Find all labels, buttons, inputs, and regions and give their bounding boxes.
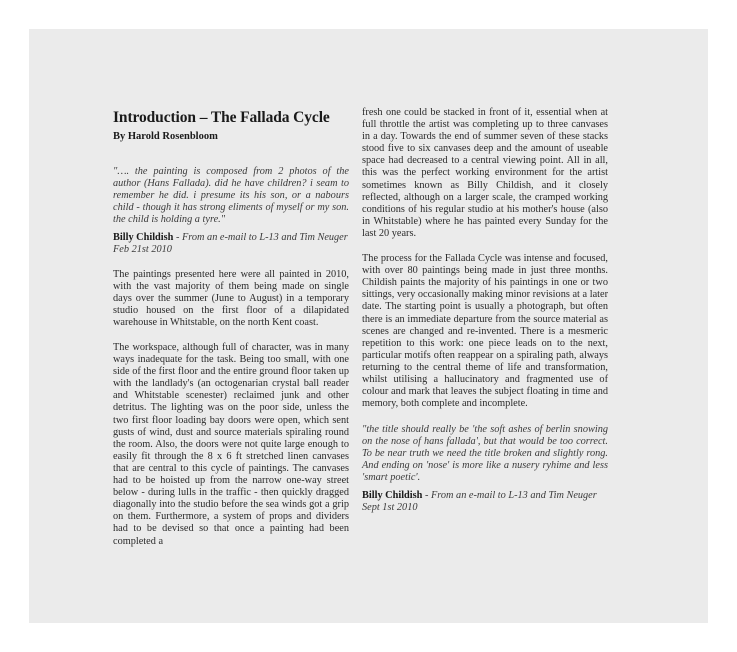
document-page [29,29,708,623]
quote-2: "the title should really be 'the soft ashes of berlin snowing on the nose of hans fallada', but that would be too correct. To be near truth we need the title broken and slightly rong. And ending on 'nose' is more like a nusery ryhime and less 'smart poetic'. [362,424,608,483]
paragraph-1: The paintings presented here were all painted in 2010, with the vast majority of them being made on single days over the summer (June to August) in a temporary studio housed on the first floor of a dilapidated warehouse in Whitstable, on the north Kent coast. [113,268,349,328]
quote-2-date: Sept 1st 2010 [362,501,418,513]
left-column [113,108,349,548]
quote-1: "…. the painting is composed from 2 photos of the author (Hans Fallada). did he have children? i seam to remember he did. i presume its his son, or a nabours child - though it has strong eliments of myself or my son. the child is holding a tyre." [113,166,349,225]
quote-2-source: - From an e-mail to L-13 and Tim Neuger [422,489,597,501]
article-title: Introduction – The Fallada Cycle [113,109,330,126]
quote-1-date: Feb 21st 2010 [113,243,172,255]
paragraph-2: The workspace, although full of character, was in many ways inadequate for the task. Being too small, with one side of the first floor and the entire ground floor taken up with the landlady's (an octogenarian crystal ball reader and Whitstable scenester) reclaimed junk and other detritus. The lighting was on the poor side, unless the two first floor loading bay doors were open, which sent gusts of wind, dust and source materials spiraling round the room. Also, the doors were not quite large enough to easily fit through the 8 x 6 ft stretched linen canvases that are central to this cycle of paintings. The canvases had to be hoisted up from the narrow one-way street below - during lulls in the traffic - then quickly dragged diagonally into the studio before the sea winds got a grip on them. Furthermore, a system of props and dividers had to be devised so that once a painting had been completed a [113,342,349,547]
quote-2-attribution [362,490,608,514]
quote-1-attribution [113,232,349,256]
article-byline: By Harold Rosenbloom [113,131,218,142]
quote-1-author: Billy Childish [113,231,174,243]
quote-2-author: Billy Childish [362,489,423,501]
paragraph-2-continued: fresh one could be stacked in front of it, essential when at full throttle the artist was completing up to three canvases in a day. Towards the end of summer seven of these stacks stood five to six canvases deep and the amount of useable space had decreased to a central viewing point. All in all, this was the perfect working environment for the artist sometimes known as Billy Childish, and it closely reflected, although on a larger scale, the cramped working conditions of his regular studio at his mother's house (also in Whitstable) where he has painted every Sunday for the last 20 years. [362,107,608,239]
right-column [362,107,608,514]
paragraph-3: The process for the Fallada Cycle was intense and focused, with over 80 paintings being made in just three months. Childish paints the majority of his paintings in one or two sittings, very occasionally making minor revisions at a later date. The starting point is usually a photograph, but often there is an immediate departure from the source material as scenes are changed and re-invented. There is a mesmeric repetition to this work: one piece leads on to the next, particular motifs often reappear on a spiraling path, always returning to the central theme of life and transformation, whilst utilising a hallucinatory and fragmented use of colour and mark that leaves the subject floating in time and memory, both complete and incomplete. [362,253,608,410]
quote-1-source: - From an e-mail to L-13 and Tim Neuger [173,231,348,243]
